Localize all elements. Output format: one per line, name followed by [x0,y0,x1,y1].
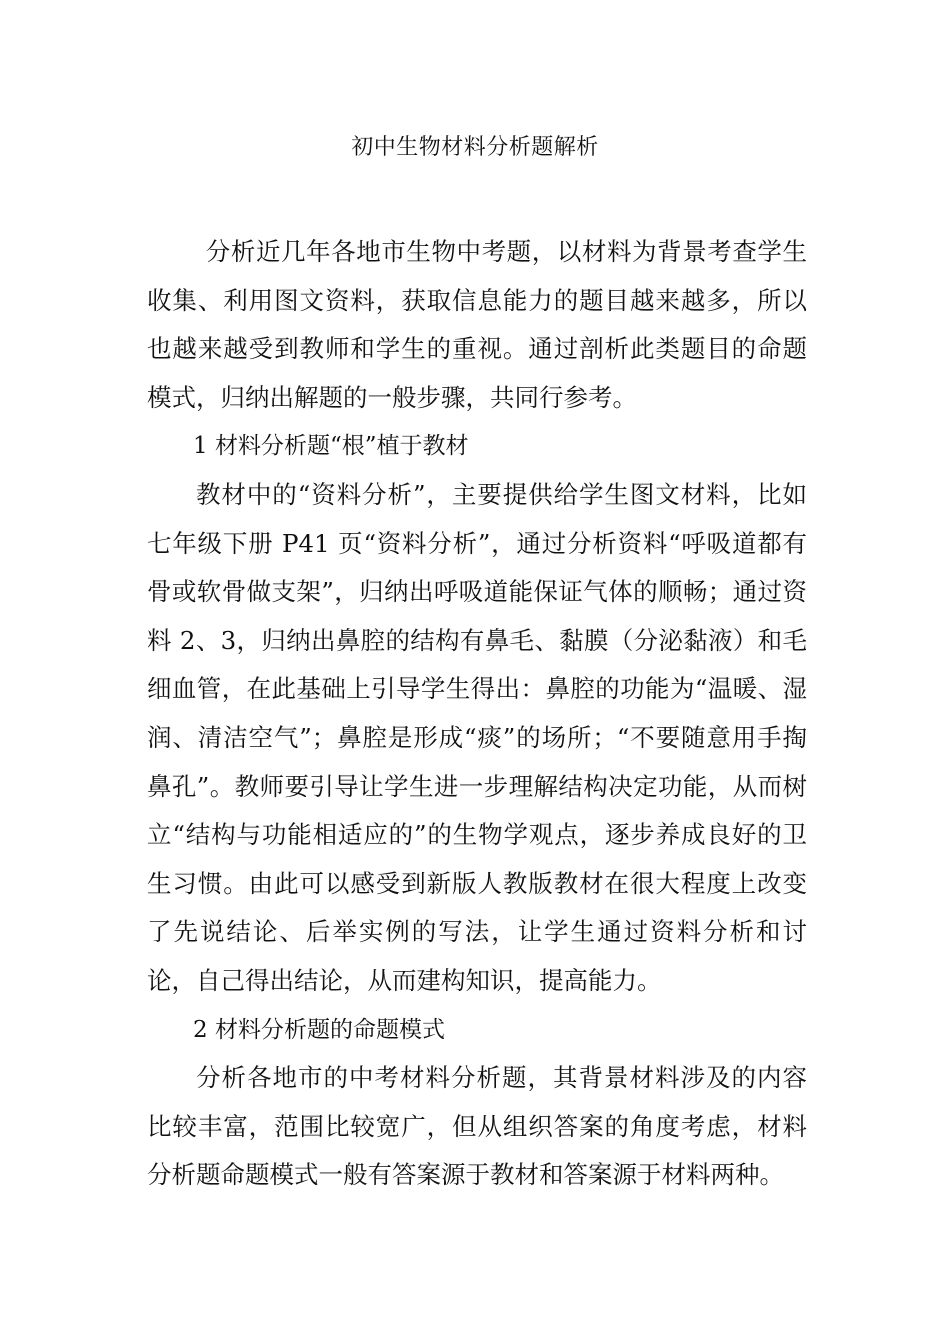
section-1-heading: 1 材料分析题“根”植于教材 [193,433,469,460]
section-2-paragraph: 分析各地市的中考材料分析题，其背景材料涉及的内容比较丰富，范围比较宽广，但从组织答案的角度考虑，材料分析题命题模式一般有答案源于教材和答案源于材料两种。 [147,1063,807,1190]
document-title: 初中生物材料分析题解析 [351,135,599,160]
section-1-paragraph: 教材中的“资料分析”，主要提供给学生图文材料，比如七年级下册 P41 页“资料分析”，通过分析资料“呼吸道都有骨或软骨做支架”，归纳出呼吸道能保证气体的顺畅；通过资料 2、3，归纳出鼻腔的结构有鼻毛、黏膜（分泌黏液）和毛细血管，在此基础上引导学生得出：鼻腔的功能为“温暖、湿润、清洁空气”；鼻腔是形成“痰”的场所；“不要随意用手掏鼻孔”。教师要引导让学生进一步理解结构决定功能，从而树立“结构与功能相适应的”的生物学观点，逐步养成良好的卫生习惯。由此可以感受到新版人教版教材在很大程度上改变了先说结论、后举实例的写法，让学生通过资料分析和讨论，自己得出结论，从而建构知识，提高能力。 [147,479,807,995]
section-2-heading: 2 材料分析题的命题模式 [193,1016,445,1043]
intro-paragraph: 分析近几年各地市生物中考题，以材料为背景考查学生收集、利用图文资料，获取信息能力的题目越来越多，所以也越来越受到教师和学生的重视。通过剖析此类题目的命题模式，归纳出解题的一般步骤，共同行参考。 [147,237,807,412]
document-body [147,228,807,1200]
